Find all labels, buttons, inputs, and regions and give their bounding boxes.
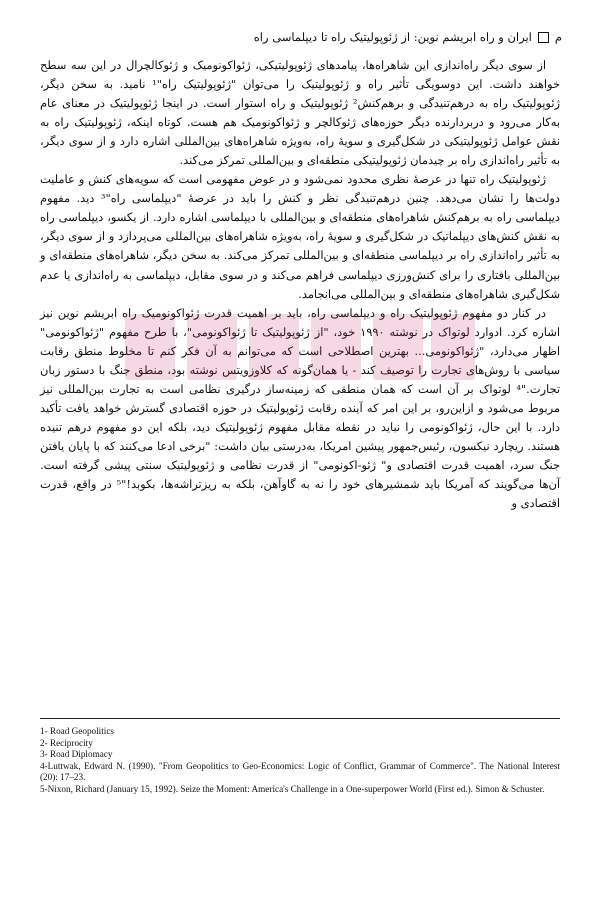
paragraph-2: ژئوپولیتیک راه تنها در عرصهٔ نظری محدود نمی‌شود و در عوض مفهومی است که سویه‌های کنش و عاملیت دولت‌ها را نشان می‌دهد. چنین درهم‌تنیدگی نظر و کنش را باید در عرصهٔ "دیپلماسی راه"³ دید. مفهوم دیپلماسی راه به برهم‌کنش شاهراه‌های منطقه‌ای و بین‌المللی با دیپلماسی اشاره دارد. از یکسو، دیپلماسی راه به نقش کنش‌های دیپلماتیک در شکل‌گیری و سویهٔ راه، به‌ویژه شاهراه‌های بین‌المللی می‌پردازد و از سوی دیگر، به تأثیر راه‌اندازی راه بر دیپلماسی منطقه‌ای و بین‌المللی تمرکز می‌کند. به سخن دیگر، شاهراه‌های منطقه‌ای و بین‌المللی بافتاری را برای کنش‌ورزی دیپلماسی فراهم می‌کند و در سوی مقابل، دیپلماسی به راه‌اندازی یا عدم شکل‌گیری شاهراه‌های منطقه‌ای و بین‌المللی می‌انجامد. xyxy=(40,172,560,301)
paragraph-1: از سوی دیگر راه‌اندازی این شاهراه‌ها، پیامدهای ژئوپولیتیکی، ژئواکونومیک و ژئوکالچرال در این سه سطح خواهند داشت. این دوسویگی تأثیر راه و ژئوپولیتیک را می‌توان "ژئوپولیتیک راه"¹ نامید. به سخن دیگر، ژئوپولیتیک راه به درهم‌تنیدگی و برهم‌کنش² ژئوپولیتیک و راه استوار است. در اینجا ژئوپولیتیک در معنای عام به‌کار می‌رود و دربردارنده دیگر حوزه‌های ژئوکالچر و ژئواکونومیک هم هست. کوتاه اینکه، ژئوپولیتیک راه به نقش عوامل ژئوپولیتیکی در شکل‌گیری و سویهٔ راه، به‌ویژه شاهراه‌های بین‌المللی اشاره دارد و از سوی دیگر، به تأثیر راه‌اندازی راه بر چیدمان ژئوپولیتیکی منطقه‌ای و بین‌المللی تمرکز می‌کند. xyxy=(40,58,560,168)
footnote-3: 3- Road Diplomacy xyxy=(40,749,113,760)
paragraph-3: در کنار دو مفهوم ژئوپولیتیک راه و دیپلماسی راه، باید بر اهمیت قدرت ژئواکونومیک راه ابریشم نوین نیز اشاره کرد. ادوارد لوتواک در نوشته ۱۹۹۰ خود، "از ژئوپولیتیک تا ژئواکونومی"، با طرح مفهوم "ژئواکونومی" اظهار می‌دارد، "ژئواکونومی... بهترین اصطلاحی است که می‌توانم به آن فکر کنم تا مخلوط منطق رقابت سیاسی با روش‌های تجارت را توصیف کند - یا همان‌گونه که کلاوزویتس نوشته بود، منطق جنگ با دستور زبان تجارت."⁴ لوتواک بر آن است که همان منطقی که زمینه‌ساز درگیری نظامی است به تجارت بین‌المللی نیز مربوط می‌شود و ازاین‌رو، بر این امر که آینده رقابت ژئوپولیتیک در حوزه اقتصادی گسترش خواهد یافت تأکید دارد. با این حال، ژئواکونومی را نباید در نقطه مقابل مفهوم ژئوپولیتیک دید، بلکه این دو مفهوم درهم تنیده هستند. ریچارد نیکسون، رئیس‌جمهور پیشین امریکا، به‌درستی بیان داشت: "برخی ادعا می‌کنند که با پایان یافتن جنگ سرد، اهمیت قدرت اقتصادی و" ژئو-اکونومی" از قدرت نظامی و ژئوپولیتیک سنتی پیشی گرفته است. آن‌ها می‌گویند که آمریکا باید شمشیرهای خود را نه به گاوآهن، بلکه به ریزتراشه‌ها، بکوبد!"⁵ در واقع، قدرت اقتصادی و xyxy=(40,305,560,511)
footnote-4: 4-Luttwak, Edward N. (1990). "From Geopolitics to Geo-Economics: Logic of Conflict, Grammar of Commerce". The National Interest (20): 17–23. xyxy=(40,760,560,783)
body-text xyxy=(40,56,560,513)
footnotes xyxy=(40,726,560,796)
running-header xyxy=(40,30,562,44)
footnote-divider xyxy=(40,718,560,719)
page-number: م xyxy=(554,30,562,44)
running-title: ایران و راه ابریشم نوین: از ژئوپولیتیک راه تا دیپلماسی راه xyxy=(253,30,532,44)
footnote-5: 5-Nixon, Richard (January 15, 1992). Seize the Moment: America's Challenge in a One-superpower World (First ed.). Simon & Schuster. xyxy=(40,783,545,794)
square-bullet-icon xyxy=(538,32,549,43)
footnote-2: 2- Reciprocity xyxy=(40,737,93,748)
footnote-1: 1- Road Geopolitics xyxy=(40,726,114,736)
